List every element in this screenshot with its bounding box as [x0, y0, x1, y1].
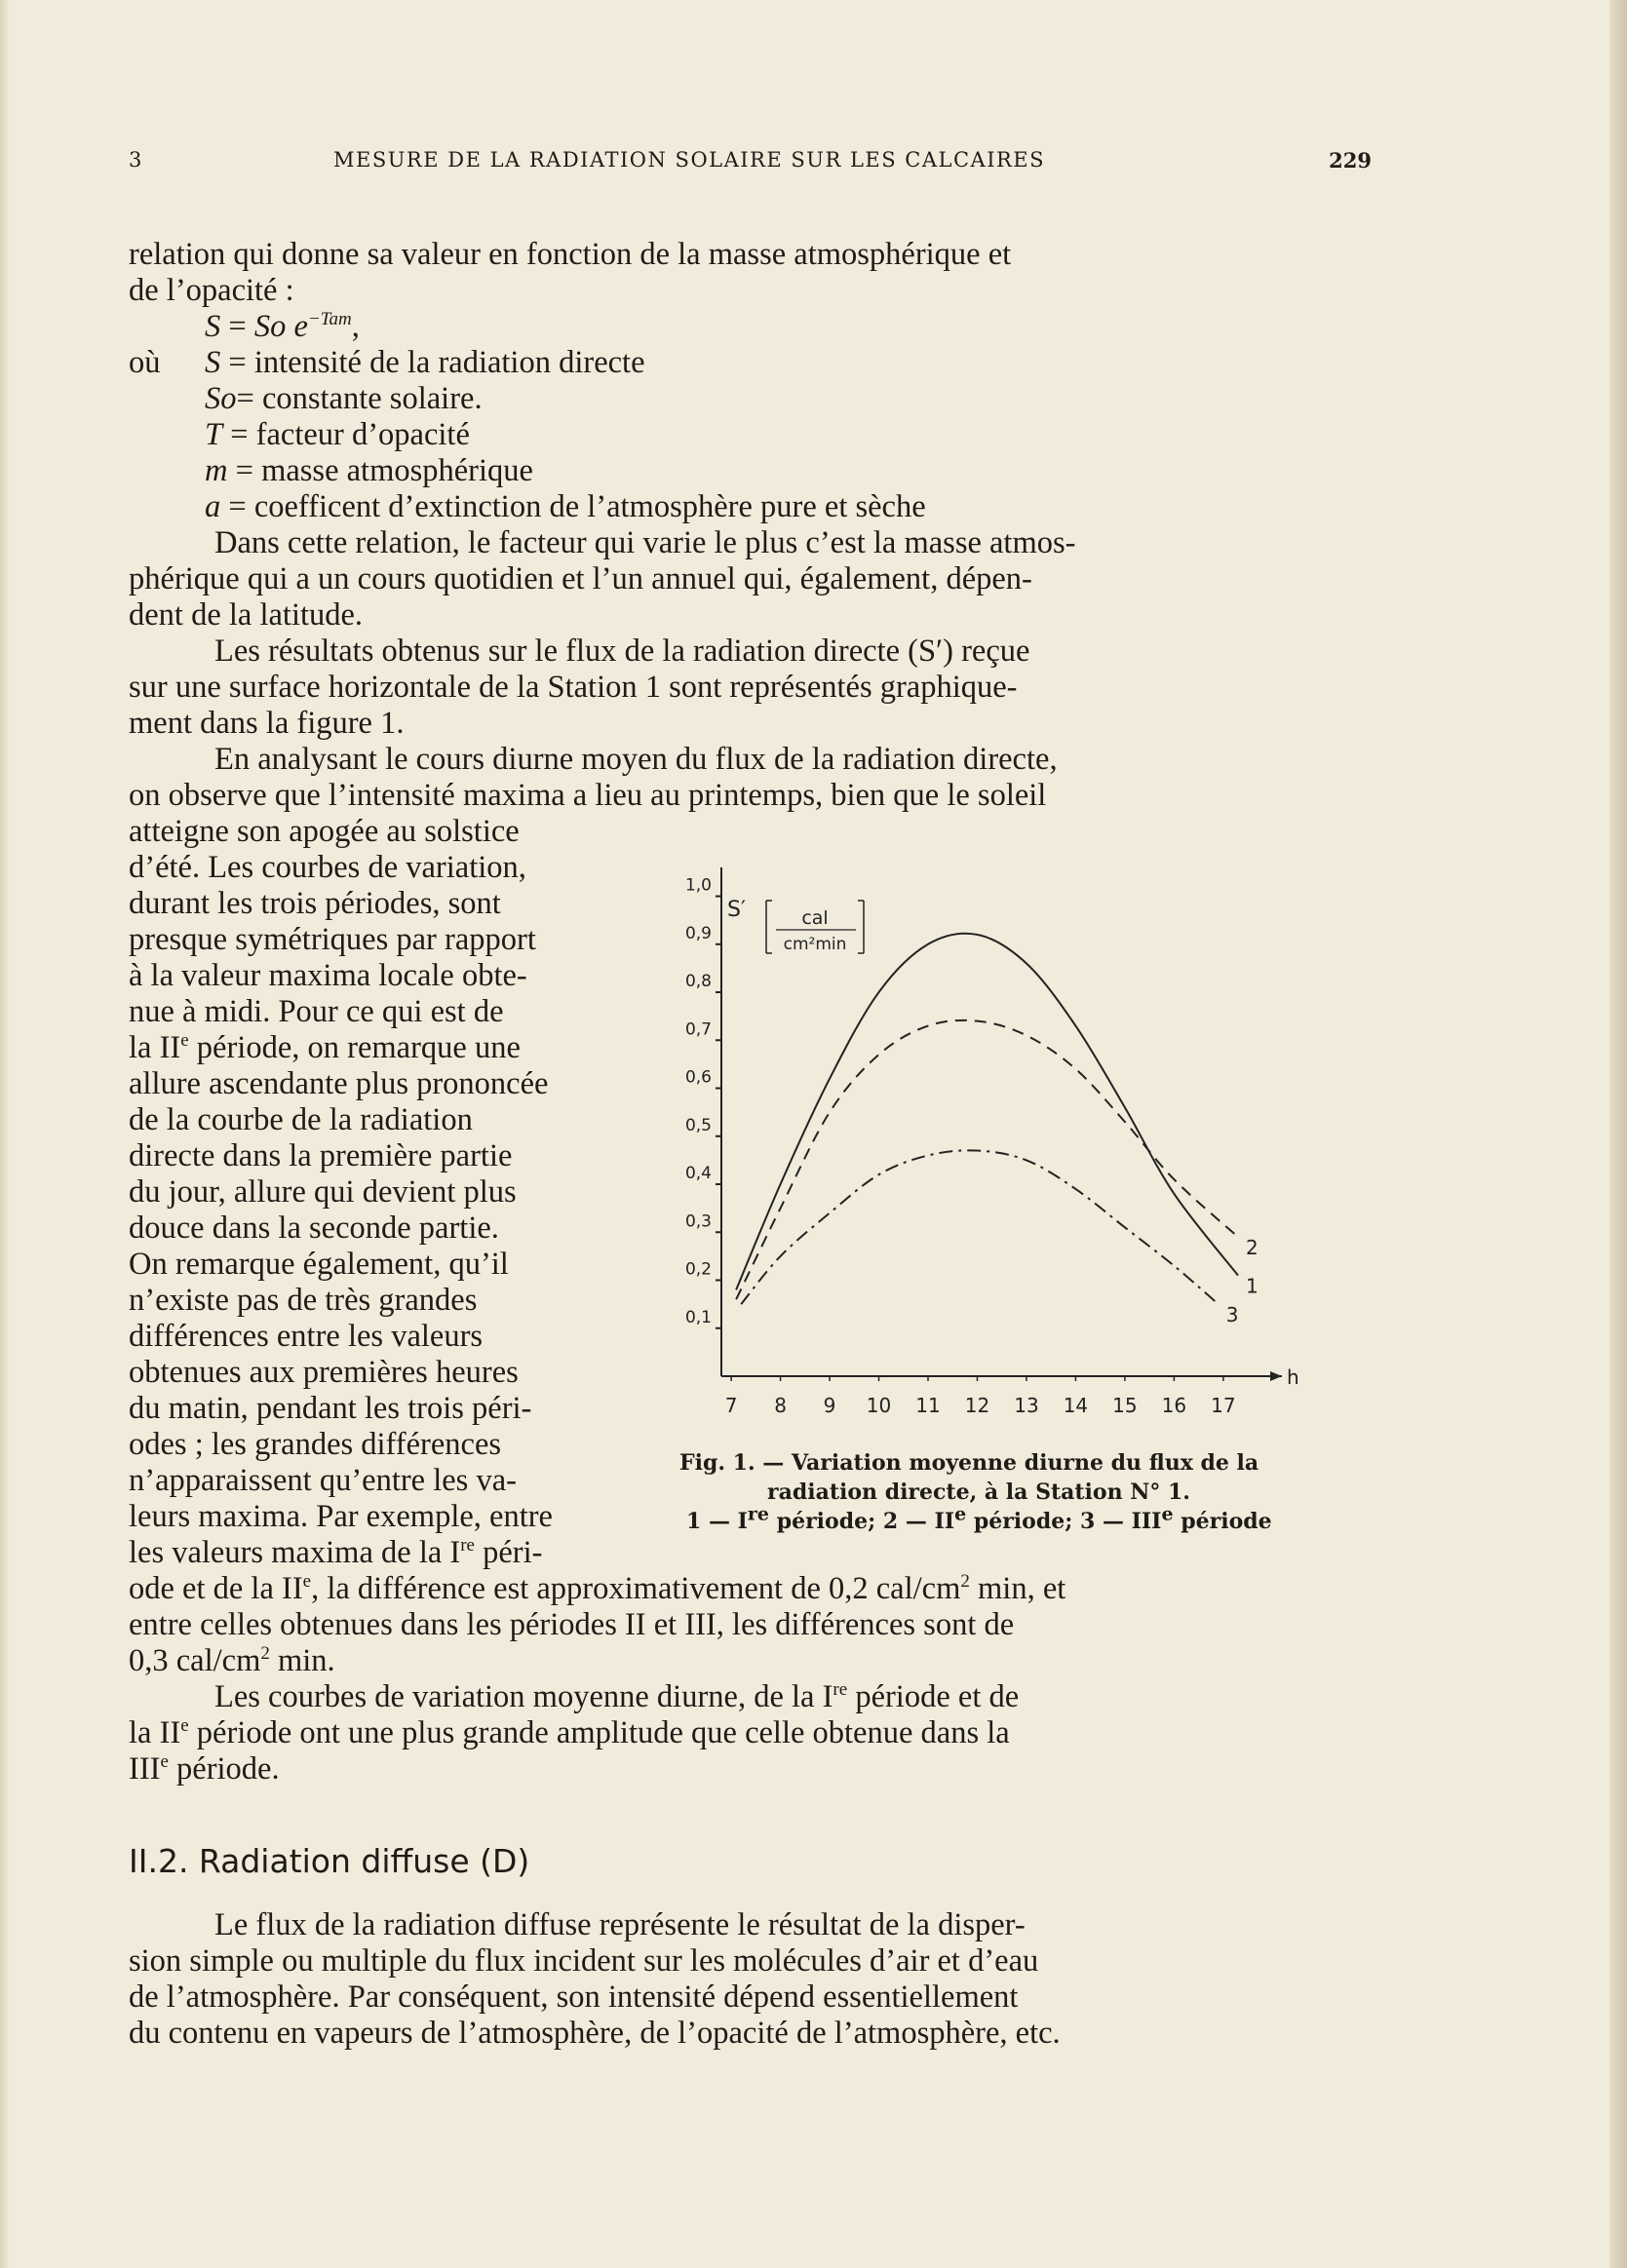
- series-2-label: 2: [1246, 1236, 1259, 1260]
- text-segment: , la différence est approximativement de 0,2 cal/cm: [311, 1571, 961, 1606]
- text-line: entre celles obtenues dans les périodes II et III, les différences sont de: [129, 1607, 1015, 1642]
- x-tick-label: 17: [1211, 1394, 1236, 1417]
- text-line: leurs maxima. Par exemple, entre: [129, 1499, 553, 1534]
- x-tick-label: 7: [724, 1394, 738, 1417]
- running-title: MESURE DE LA RADIATION SOLAIRE SUR LES CALCAIRES: [333, 148, 1046, 172]
- y-tick-label: 0,6: [684, 1067, 712, 1088]
- text-line: On remarque également, qu’il: [129, 1247, 509, 1282]
- def-symbol: T: [205, 417, 223, 452]
- formula-rhs: So e: [253, 309, 308, 344]
- text-line: du matin, pendant les trois péri-: [129, 1391, 532, 1426]
- definition-intro: où: [129, 345, 161, 380]
- y-tick-label: 0,9: [684, 923, 712, 943]
- text-segment: péri-: [474, 1535, 543, 1570]
- x-tick-label: 15: [1112, 1394, 1138, 1417]
- x-tick-label: 14: [1063, 1394, 1089, 1417]
- text-line: à la valeur maxima locale obte-: [129, 958, 527, 993]
- y-tick-label: 0,4: [684, 1164, 712, 1184]
- x-tick-label: 9: [823, 1394, 836, 1417]
- y-axis-label: S′: [727, 898, 746, 922]
- definition: [205, 453, 533, 489]
- text-line: [214, 1679, 1019, 1715]
- y-tick-label: 0,1: [684, 1307, 712, 1327]
- series-3-line: [741, 1150, 1219, 1304]
- text-line: douce dans la seconde partie.: [129, 1211, 499, 1246]
- definition: [205, 381, 483, 417]
- y-tick-label: 0,2: [684, 1259, 712, 1280]
- superscript: 2: [960, 1571, 970, 1593]
- text-segment: période ont une plus grande amplitude que celle obtenue dans la: [188, 1715, 1010, 1750]
- text-line: de l’opacité :: [129, 273, 294, 308]
- figure-1: [673, 858, 1336, 1442]
- def-symbol: a: [205, 489, 221, 524]
- caption-line: [686, 1503, 1272, 1536]
- x-axis-label: h: [1287, 1365, 1299, 1389]
- page-edge-left: [0, 0, 10, 2268]
- x-tick-label: 10: [866, 1394, 892, 1417]
- text-line: En analysant le cours diurne moyen du flux de la radiation directe,: [214, 742, 1058, 777]
- x-tick-label: 13: [1014, 1394, 1039, 1417]
- page-number-right: 229: [1329, 148, 1372, 173]
- y-tick-label: 0,3: [684, 1211, 712, 1232]
- superscript: re: [460, 1535, 475, 1557]
- def-text: = constante solaire.: [236, 381, 483, 416]
- caption-line: Fig. 1. — Variation moyenne diurne du flux de la: [679, 1450, 1259, 1476]
- definition: [205, 489, 926, 525]
- superscript: e: [180, 1715, 189, 1737]
- caption-segment: 1 — I: [686, 1509, 748, 1534]
- text-line: n’existe pas de très grandes: [129, 1283, 478, 1318]
- text-line: Les résultats obtenus sur le flux de la radiation directe (S′) reçue: [214, 634, 1030, 669]
- text-line: sur une surface horizontale de la Station 1 sont représentés graphique-: [129, 670, 1018, 705]
- text-segment: Les courbes de variation moyenne diurne, de la I: [214, 1679, 833, 1714]
- text-segment: min.: [269, 1643, 335, 1678]
- text-line: ment dans la figure 1.: [129, 706, 405, 741]
- superscript: e: [954, 1503, 967, 1525]
- text-segment: ode et de la II: [129, 1571, 303, 1606]
- text-line: [129, 1751, 280, 1787]
- superscript: 2: [260, 1643, 270, 1665]
- text-line: [129, 1571, 1065, 1607]
- formula-lhs: S: [205, 309, 221, 344]
- def-text: = facteur d’opacité: [222, 417, 470, 452]
- superscript: e: [1161, 1503, 1174, 1525]
- text-line: directe dans la première partie: [129, 1138, 513, 1173]
- line-chart: [673, 858, 1336, 1442]
- def-text: = coefficent d’extinction de l’atmosphère pure et sèche: [220, 489, 926, 524]
- text-segment: période, on remarque une: [188, 1030, 521, 1065]
- text-segment: min, et: [969, 1571, 1066, 1606]
- text-line: atteigne son apogée au solstice: [129, 814, 520, 849]
- superscript: re: [747, 1503, 770, 1525]
- text-line: obtenues aux premières heures: [129, 1355, 519, 1390]
- x-tick-label: 8: [774, 1394, 787, 1417]
- def-symbol: So: [205, 381, 237, 416]
- page-edge-right: [1609, 0, 1627, 2268]
- text-line: Le flux de la radiation diffuse représente le résultat de la disper-: [214, 1907, 1026, 1942]
- caption-segment: période; 2 — II: [769, 1509, 955, 1534]
- text-line: [129, 1535, 542, 1571]
- text-line: n’apparaissent qu’entre les va-: [129, 1463, 517, 1498]
- y-unit-denominator: cm²min: [783, 935, 847, 954]
- text-segment: les valeurs maxima de la I: [129, 1535, 461, 1570]
- text-line: du jour, allure qui devient plus: [129, 1174, 517, 1210]
- superscript: re: [833, 1679, 848, 1701]
- text-line: de la courbe de la radiation: [129, 1102, 473, 1137]
- text-segment: la II: [129, 1715, 181, 1750]
- x-axis-arrow: [1270, 1371, 1282, 1381]
- text-line: on observe que l’intensité maxima a lieu au printemps, bien que le soleil: [129, 778, 1047, 813]
- y-tick-label: 0,5: [684, 1115, 712, 1135]
- def-symbol: m: [205, 453, 228, 488]
- def-text: = intensité de la radiation directe: [220, 345, 645, 380]
- caption-segment: période: [1173, 1509, 1272, 1534]
- formula-eq: =: [220, 309, 254, 344]
- formula: [205, 309, 360, 345]
- text-line: sion simple ou multiple du flux incident sur les molécules d’air et d’eau: [129, 1943, 1039, 1979]
- text-line: odes ; les grandes différences: [129, 1427, 502, 1462]
- text-line: de l’atmosphère. Par conséquent, son intensité dépend essentiellement: [129, 1980, 1019, 2015]
- text-segment: III: [129, 1751, 161, 1787]
- caption-segment: période; 3 — III: [966, 1509, 1162, 1534]
- text-line: [129, 1030, 521, 1066]
- text-segment: période.: [168, 1751, 280, 1787]
- formula-exponent: −Tam: [307, 309, 352, 330]
- section-heading: II.2. Radiation diffuse (D): [129, 1842, 530, 1880]
- def-text: = masse atmosphérique: [227, 453, 533, 488]
- caption-line: radiation directe, à la Station N° 1.: [767, 1480, 1190, 1505]
- text-line: d’été. Les courbes de variation,: [129, 850, 526, 885]
- text-line: phérique qui a un cours quotidien et l’un annuel qui, également, dépen-: [129, 561, 1032, 596]
- text-line: nue à midi. Pour ce qui est de: [129, 994, 504, 1029]
- y-tick-label: 0,7: [684, 1019, 712, 1040]
- y-unit-numerator: cal: [801, 907, 829, 929]
- text-segment: 0,3 cal/cm: [129, 1643, 261, 1678]
- superscript: e: [160, 1751, 169, 1773]
- text-line: différences entre les valeurs: [129, 1319, 484, 1354]
- series-3-label: 3: [1225, 1303, 1239, 1327]
- text-line: Dans cette relation, le facteur qui varie le plus c’est la masse atmos-: [214, 525, 1076, 560]
- text-line: durant les trois périodes, sont: [129, 886, 501, 921]
- text-segment: période et de: [847, 1679, 1020, 1714]
- x-tick-label: 12: [964, 1394, 990, 1417]
- def-symbol: S: [205, 345, 221, 380]
- text-line: relation qui donne sa valeur en fonction de la masse atmosphérique et: [129, 237, 1012, 272]
- text-segment: la II: [129, 1030, 181, 1065]
- definition: [205, 417, 470, 453]
- y-tick-label: 0,8: [684, 972, 712, 992]
- text-line: [129, 1715, 1010, 1751]
- text-line: allure ascendante plus prononcée: [129, 1066, 549, 1101]
- x-tick-label: 16: [1161, 1394, 1187, 1417]
- definition: [205, 345, 645, 381]
- text-line: [129, 1643, 335, 1679]
- superscript: e: [180, 1030, 189, 1052]
- superscript: e: [302, 1571, 312, 1593]
- series-1-label: 1: [1246, 1274, 1259, 1298]
- text-line: du contenu en vapeurs de l’atmosphère, de l’opacité de l’atmosphère, etc.: [129, 2016, 1061, 2051]
- series-1-line: [736, 934, 1238, 1290]
- formula-tail: ,: [351, 309, 360, 344]
- x-tick-label: 11: [915, 1394, 941, 1417]
- page-number-left: 3: [129, 148, 143, 172]
- text-line: dent de la latitude.: [129, 597, 364, 633]
- text-line: presque symétriques par rapport: [129, 922, 536, 957]
- y-tick-label: 1,0: [684, 875, 712, 896]
